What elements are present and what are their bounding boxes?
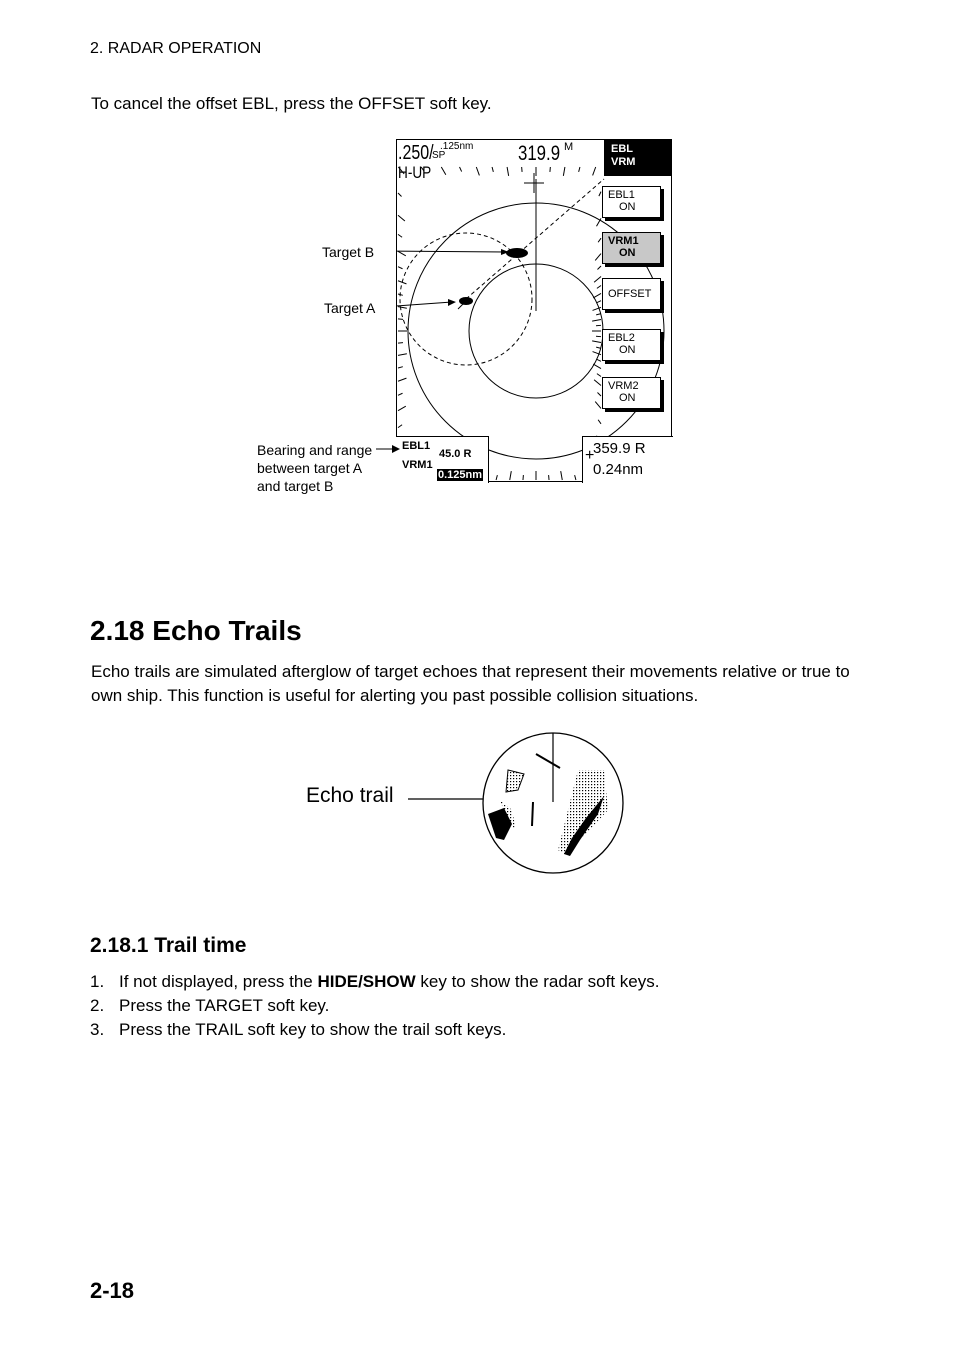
section-paragraph: Echo trails are simulated afterglow of target echoes that represent their movements relative or true to own ship. This function is useful for alerting you past possible collision situations. bbox=[91, 662, 850, 705]
softkey-ebl1[interactable]: EBL1 ON bbox=[602, 186, 661, 218]
ring-interval: .125nm bbox=[440, 141, 474, 152]
callout-bearing-range: Bearing and range between target A and target B bbox=[257, 442, 373, 494]
page-number: 2-18 bbox=[90, 1278, 135, 1303]
intro-text: To cancel the offset EBL, press the OFFSET soft key. bbox=[91, 94, 492, 113]
softkey-ebl2[interactable]: EBL2 ON bbox=[602, 329, 661, 361]
softkey-vrm2[interactable]: VRM2 ON bbox=[602, 377, 661, 409]
echo-trail-figure bbox=[408, 730, 628, 880]
cursor-readout: 359.9 R 0.24nm + bbox=[582, 436, 673, 483]
vrm-value: 0.125nm bbox=[438, 469, 483, 481]
echo-trail-label: Echo trail bbox=[306, 784, 394, 807]
list-item: 2. Press the TARGET soft key. bbox=[90, 996, 330, 1015]
subsection-heading: 2.18.1 Trail time bbox=[90, 934, 247, 957]
heading-unit: M bbox=[564, 141, 574, 153]
presentation-mode: H-UP bbox=[398, 163, 432, 182]
target-b-echo bbox=[506, 248, 528, 258]
radar-display bbox=[396, 139, 672, 482]
callout-arrow bbox=[376, 443, 402, 455]
running-header: 2. RADAR OPERATION bbox=[90, 40, 262, 57]
softkey-vrm1[interactable]: VRM1 ON bbox=[602, 232, 661, 264]
callout-target-b: Target B bbox=[322, 244, 375, 260]
softkey-offset[interactable]: OFFSET bbox=[602, 278, 661, 310]
ebl-vrm-readout: EBL1 VRM1 45.0 R 0.125nm bbox=[396, 436, 489, 483]
softkey-menu-title: EBL VRM bbox=[604, 139, 672, 176]
steps-list bbox=[90, 970, 659, 1042]
list-item: 3. Press the TRAIL soft key to show the trail soft keys. bbox=[90, 1020, 507, 1039]
range-scale: .250/ bbox=[398, 142, 434, 164]
cursor-icon: + bbox=[585, 447, 595, 464]
heading-readout: 319.9 bbox=[518, 142, 561, 165]
list-item: 1. If not displayed, press the HIDE/SHOW key to show the radar soft keys. bbox=[90, 972, 660, 991]
pulse-length: SP bbox=[432, 150, 446, 161]
callout-target-a: Target A bbox=[324, 300, 376, 316]
key-name: HIDE/SHOW bbox=[317, 972, 416, 991]
section-heading: 2.18 Echo Trails bbox=[90, 615, 302, 646]
